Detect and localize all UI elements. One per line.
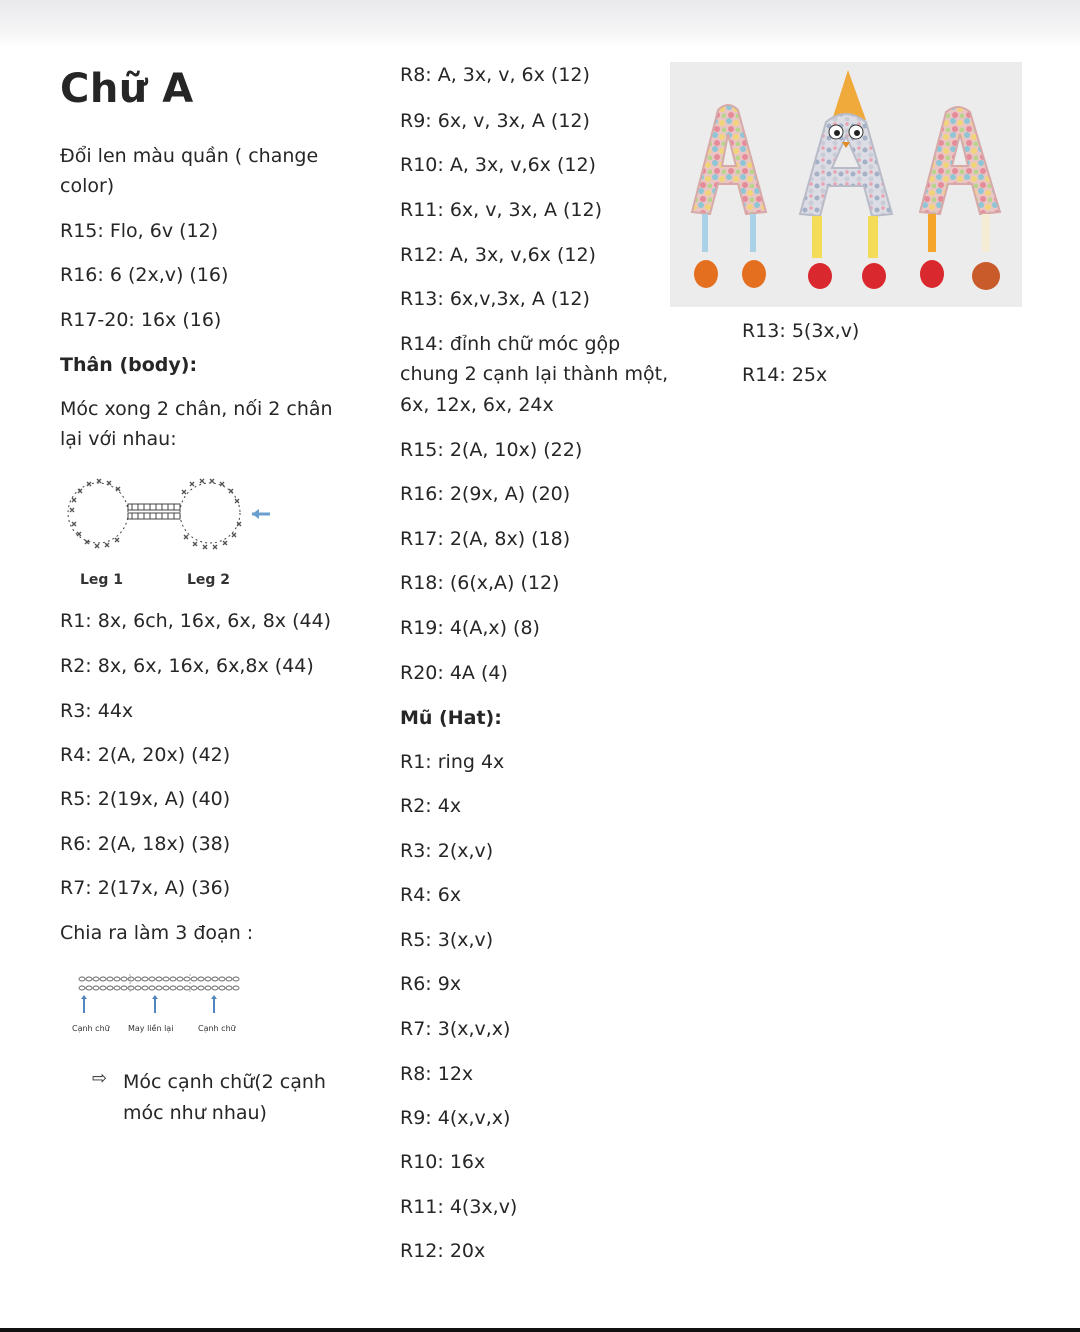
arrow-up-icon: [81, 995, 217, 1013]
segment-label-left: Cạnh chữ: [72, 1024, 110, 1033]
intro-line-1: Đổi len màu quần ( change: [60, 145, 319, 167]
pattern-row: R7: 2(17x, A) (36): [60, 877, 231, 899]
stitch-row-top: [79, 977, 239, 981]
pattern-row: R13: 5(3x,v): [742, 320, 860, 342]
legs-join-diagram: [60, 470, 285, 595]
segments-diagram: [68, 968, 258, 1038]
pattern-row: R15: 2(A, 10x) (22): [400, 439, 583, 461]
hat-row: R4: 6x: [400, 884, 462, 906]
segment-label-middle: May liền lại: [128, 1024, 174, 1033]
pattern-row: R13: 6x,v,3x, A (12): [400, 288, 590, 310]
hat-row: R9: 4(x,v,x): [400, 1107, 511, 1129]
hat-row: R1: ring 4x: [400, 751, 505, 773]
pattern-row: R8: A, 3x, v, 6x (12): [400, 64, 590, 86]
pattern-row: R1: 8x, 6ch, 16x, 6x, 8x (44): [60, 610, 332, 632]
hat-row: R6: 9x: [400, 973, 462, 995]
intro-line-2: color): [60, 175, 115, 197]
split-instruction: Chia ra làm 3 đoạn :: [60, 922, 254, 944]
pattern-row: R3: 44x: [60, 700, 134, 722]
arrow-head: [252, 509, 259, 519]
pattern-row: R15: Flo, 6v (12): [60, 220, 219, 242]
top-edge: [0, 0, 1080, 48]
hat-row: R5: 3(x,v): [400, 929, 494, 951]
pattern-row: R17: 2(A, 8x) (18): [400, 528, 571, 550]
body-heading: Thân (body):: [60, 354, 198, 376]
hat-row: R12: 20x: [400, 1240, 486, 1262]
pattern-row: R12: A, 3x, v,6x (12): [400, 244, 596, 266]
page-title: Chữ A: [60, 66, 194, 112]
hat-heading: Mũ (Hat):: [400, 707, 502, 729]
r14-line-1: R14: đỉnh chữ móc gộp: [400, 333, 621, 355]
hat-row: R3: 2(x,v): [400, 840, 494, 862]
pattern-row: R19: 4(A,x) (8): [400, 617, 540, 639]
hat-row: R10: 16x: [400, 1151, 486, 1173]
hat-row: R8: 12x: [400, 1063, 474, 1085]
body-note-line-1: Móc xong 2 chân, nối 2 chân: [60, 398, 333, 420]
pattern-row: R11: 6x, v, 3x, A (12): [400, 199, 603, 221]
joining-chain: [128, 504, 180, 519]
hat-row: R7: 3(x,v,x): [400, 1018, 511, 1040]
leg2-label: Leg 2: [187, 572, 231, 588]
hat-row: R2: 4x: [400, 795, 462, 817]
pattern-row: R2: 8x, 6x, 16x, 6x,8x (44): [60, 655, 314, 677]
r14-line-2: chung 2 cạnh lại thành một,: [400, 363, 669, 385]
pattern-row: R10: A, 3x, v,6x (12): [400, 154, 596, 176]
pattern-row: R17-20: 16x (16): [60, 309, 222, 331]
pattern-row: R16: 6 (2x,v) (16): [60, 264, 229, 286]
stitch-row-bottom: [79, 986, 239, 990]
pattern-row: R20: 4A (4): [400, 662, 508, 684]
pattern-row: R9: 6x, v, 3x, A (12): [400, 110, 590, 132]
pattern-row: R16: 2(9x, A) (20): [400, 483, 571, 505]
pattern-row: R4: 2(A, 20x) (42): [60, 744, 231, 766]
segment-label-right: Cạnh chữ: [198, 1024, 236, 1033]
leg2-circle: [180, 483, 240, 543]
product-photo: [670, 62, 1022, 307]
pattern-row: R18: (6(x,A) (12): [400, 572, 560, 594]
pattern-row: R14: 25x: [742, 364, 828, 386]
body-note-line-2: lại với nhau:: [60, 428, 177, 450]
leg1-label: Leg 1: [80, 572, 124, 588]
pattern-row: R5: 2(19x, A) (40): [60, 788, 231, 810]
r14-line-3: 6x, 12x, 6x, 24x: [400, 394, 554, 416]
bullet-line-2: móc như nhau): [123, 1102, 267, 1124]
leg1-circle: [68, 483, 128, 543]
bullet-line-1: Móc cạnh chữ(2 cạnh: [123, 1071, 326, 1093]
pattern-row: R6: 2(A, 18x) (38): [60, 833, 231, 855]
bottom-edge: [0, 1328, 1080, 1332]
hat-row: R11: 4(3x,v): [400, 1196, 518, 1218]
arrow-right-icon: ⇨: [92, 1068, 108, 1089]
